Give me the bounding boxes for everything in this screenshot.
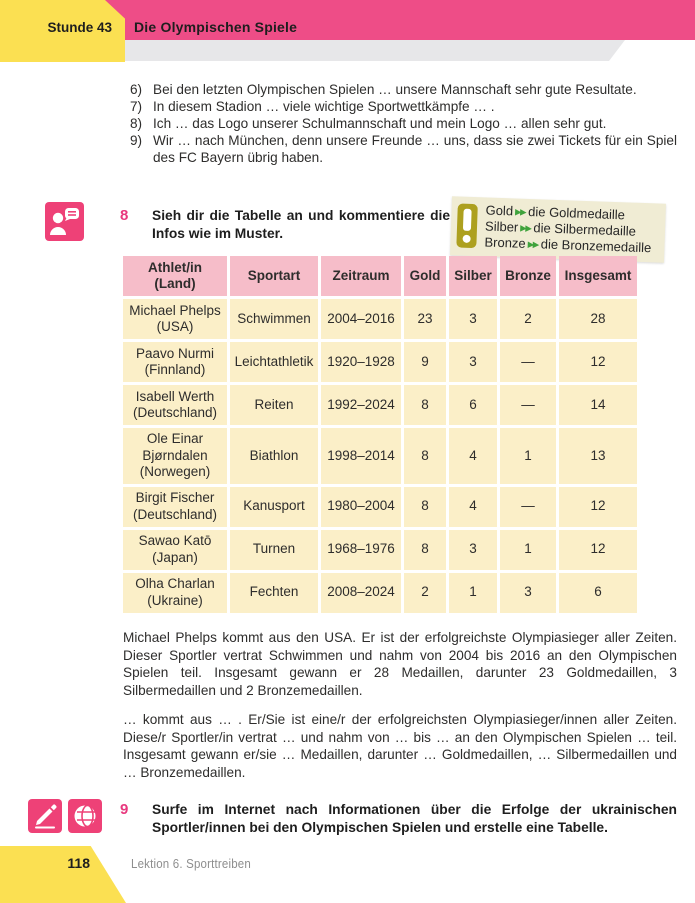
table-row xyxy=(123,385,637,425)
total-cell: 12 xyxy=(559,342,637,382)
gold-cell: 9 xyxy=(404,342,446,382)
col-athlete: Athlet/in (Land) xyxy=(123,256,227,296)
silver-cell: 4 xyxy=(449,428,497,484)
athlete-cell: Birgit Fischer (Deutschland) xyxy=(123,487,227,527)
gold-cell: 8 xyxy=(404,487,446,527)
item-text: Bei den letzten Olympischen Spielen … unsere Mannschaft sehr gute Resultate. xyxy=(153,82,637,97)
note-lines xyxy=(484,202,652,256)
col-total: Insgesamt xyxy=(559,256,637,296)
sentence-list xyxy=(130,81,677,166)
silver-cell: 3 xyxy=(449,299,497,339)
exercise-9-number: 9 xyxy=(120,801,129,818)
table-header-row xyxy=(123,256,637,296)
gold-cell: 23 xyxy=(404,299,446,339)
athlete-cell: Olha Charlan (Ukraine) xyxy=(123,573,227,613)
sport-cell: Reiten xyxy=(230,385,318,425)
example-paragraph: Michael Phelps kommt aus den USA. Er ist der erfolgreichste Olympiasieger aller Zeiten. Dieser Sportler vertrat Schwimmen und nahm von 2004 bis 2016 an den Olympischen Spielen teil. Insgesamt gewann er 28 Medaillen, darunter 23 Goldmedaillen, 3 Silbermedaillen und 2 Bronzemedaillen. xyxy=(123,630,677,698)
total-cell: 28 xyxy=(559,299,637,339)
exercise-8-number: 8 xyxy=(120,207,129,224)
pencil-icon xyxy=(28,799,62,833)
page-number: 118 xyxy=(67,855,90,871)
table-row xyxy=(123,530,637,570)
silver-cell: 3 xyxy=(449,530,497,570)
item-text: Ich … das Logo unserer Schulmannschaft und mein Logo … allen sehr gut. xyxy=(153,116,607,131)
globe-icon xyxy=(68,799,102,833)
table-row xyxy=(123,299,637,339)
gold-cell: 8 xyxy=(404,385,446,425)
list-item xyxy=(130,132,677,166)
bronze-cell: 3 xyxy=(500,573,556,613)
athlete-cell: Isabell Werth (Deutschland) xyxy=(123,385,227,425)
total-cell: 12 xyxy=(559,487,637,527)
item-number: 8) xyxy=(130,116,143,131)
period-cell: 1998–2014 xyxy=(321,428,401,484)
sport-cell: Biathlon xyxy=(230,428,318,484)
note-line: Gold ▶▶ die Goldmedaille xyxy=(485,202,626,223)
col-bronze: Bronze xyxy=(500,256,556,296)
speaking-person-icon xyxy=(45,202,84,241)
athlete-cell: Ole Einar Bjørndalen (Norwegen) xyxy=(123,428,227,484)
sport-cell: Leichtathletik xyxy=(230,342,318,382)
note-line: Bronze ▶▶ die Bronzemedaille xyxy=(484,234,652,256)
gold-cell: 8 xyxy=(404,428,446,484)
col-sport: Sportart xyxy=(230,256,318,296)
exercise-8-instruction: Sieh dir die Tabelle an und kommentiere die Infos wie im Muster. xyxy=(152,208,450,241)
col-period: Zeitraum xyxy=(321,256,401,296)
table-row xyxy=(123,428,637,484)
bronze-cell: — xyxy=(500,342,556,382)
period-cell: 1980–2004 xyxy=(321,487,401,527)
medal-table xyxy=(120,253,640,616)
table-row xyxy=(123,487,637,527)
item-number: 7) xyxy=(130,99,143,114)
silver-cell: 4 xyxy=(449,487,497,527)
bronze-cell: 1 xyxy=(500,428,556,484)
lesson-label: Stunde 43 xyxy=(47,20,112,35)
note-line: Silber ▶▶ die Silbermedaille xyxy=(484,218,637,239)
item-number: 9) xyxy=(130,133,143,148)
list-item xyxy=(130,81,677,98)
total-cell: 14 xyxy=(559,385,637,425)
period-cell: 2004–2016 xyxy=(321,299,401,339)
silver-cell: 6 xyxy=(449,385,497,425)
period-cell: 1920–1928 xyxy=(321,342,401,382)
table-row xyxy=(123,342,637,382)
period-cell: 1968–1976 xyxy=(321,530,401,570)
silver-cell: 3 xyxy=(449,342,497,382)
athlete-cell: Sawao Katō (Japan) xyxy=(123,530,227,570)
item-text: In diesem Stadion … viele wichtige Sportwettkämpfe … . xyxy=(153,99,495,114)
item-number: 6) xyxy=(130,82,143,97)
page-title: Die Olympischen Spiele xyxy=(134,19,298,35)
gold-cell: 2 xyxy=(404,573,446,613)
double-arrow-icon: ▶▶ xyxy=(527,238,538,249)
bronze-cell: 2 xyxy=(500,299,556,339)
double-arrow-icon: ▶▶ xyxy=(520,222,531,233)
double-arrow-icon: ▶▶ xyxy=(514,205,526,217)
bronze-cell: 1 xyxy=(500,530,556,570)
total-cell: 12 xyxy=(559,530,637,570)
col-silver: Silber xyxy=(449,256,497,296)
template-paragraph: … kommt aus … . Er/Sie ist eine/r der erfolgreichsten Olympiasieger/innen aller Zeiten. Diese/r Sportler/in vertrat … und nahm von … bis … an den Olympischen Spielen … teil. Insgesamt gewann er/sie … Medaillen, darunter … Goldmedaillen, … Silbermedaillen und … Bronzemedaillen. xyxy=(123,712,677,780)
bronze-cell: — xyxy=(500,385,556,425)
gold-cell: 8 xyxy=(404,530,446,570)
period-cell: 1992–2024 xyxy=(321,385,401,425)
item-text: Wir … nach München, denn unsere Freunde … uns, dass sie zwei Tickets für ein Spiel des FC Bayern übrig haben. xyxy=(153,133,677,165)
list-item xyxy=(130,115,677,132)
athlete-cell: Michael Phelps (USA) xyxy=(123,299,227,339)
list-item xyxy=(130,98,677,115)
sport-cell: Fechten xyxy=(230,573,318,613)
exclamation-icon xyxy=(456,203,478,248)
lesson-reference: Lektion 6. Sporttreiben xyxy=(131,857,251,871)
bronze-cell: — xyxy=(500,487,556,527)
table-row xyxy=(123,573,637,613)
sport-cell: Kanusport xyxy=(230,487,318,527)
total-cell: 13 xyxy=(559,428,637,484)
sport-cell: Turnen xyxy=(230,530,318,570)
total-cell: 6 xyxy=(559,573,637,613)
col-gold: Gold xyxy=(404,256,446,296)
sport-cell: Schwimmen xyxy=(230,299,318,339)
period-cell: 2008–2024 xyxy=(321,573,401,613)
exercise-9-instruction: Surfe im Internet nach Informationen über die Erfolge der ukrainischen Sportler/innen bei den Olympischen Spielen und erstelle eine Tabelle. xyxy=(152,802,677,835)
athlete-cell: Paavo Nurmi (Finnland) xyxy=(123,342,227,382)
silver-cell: 1 xyxy=(449,573,497,613)
